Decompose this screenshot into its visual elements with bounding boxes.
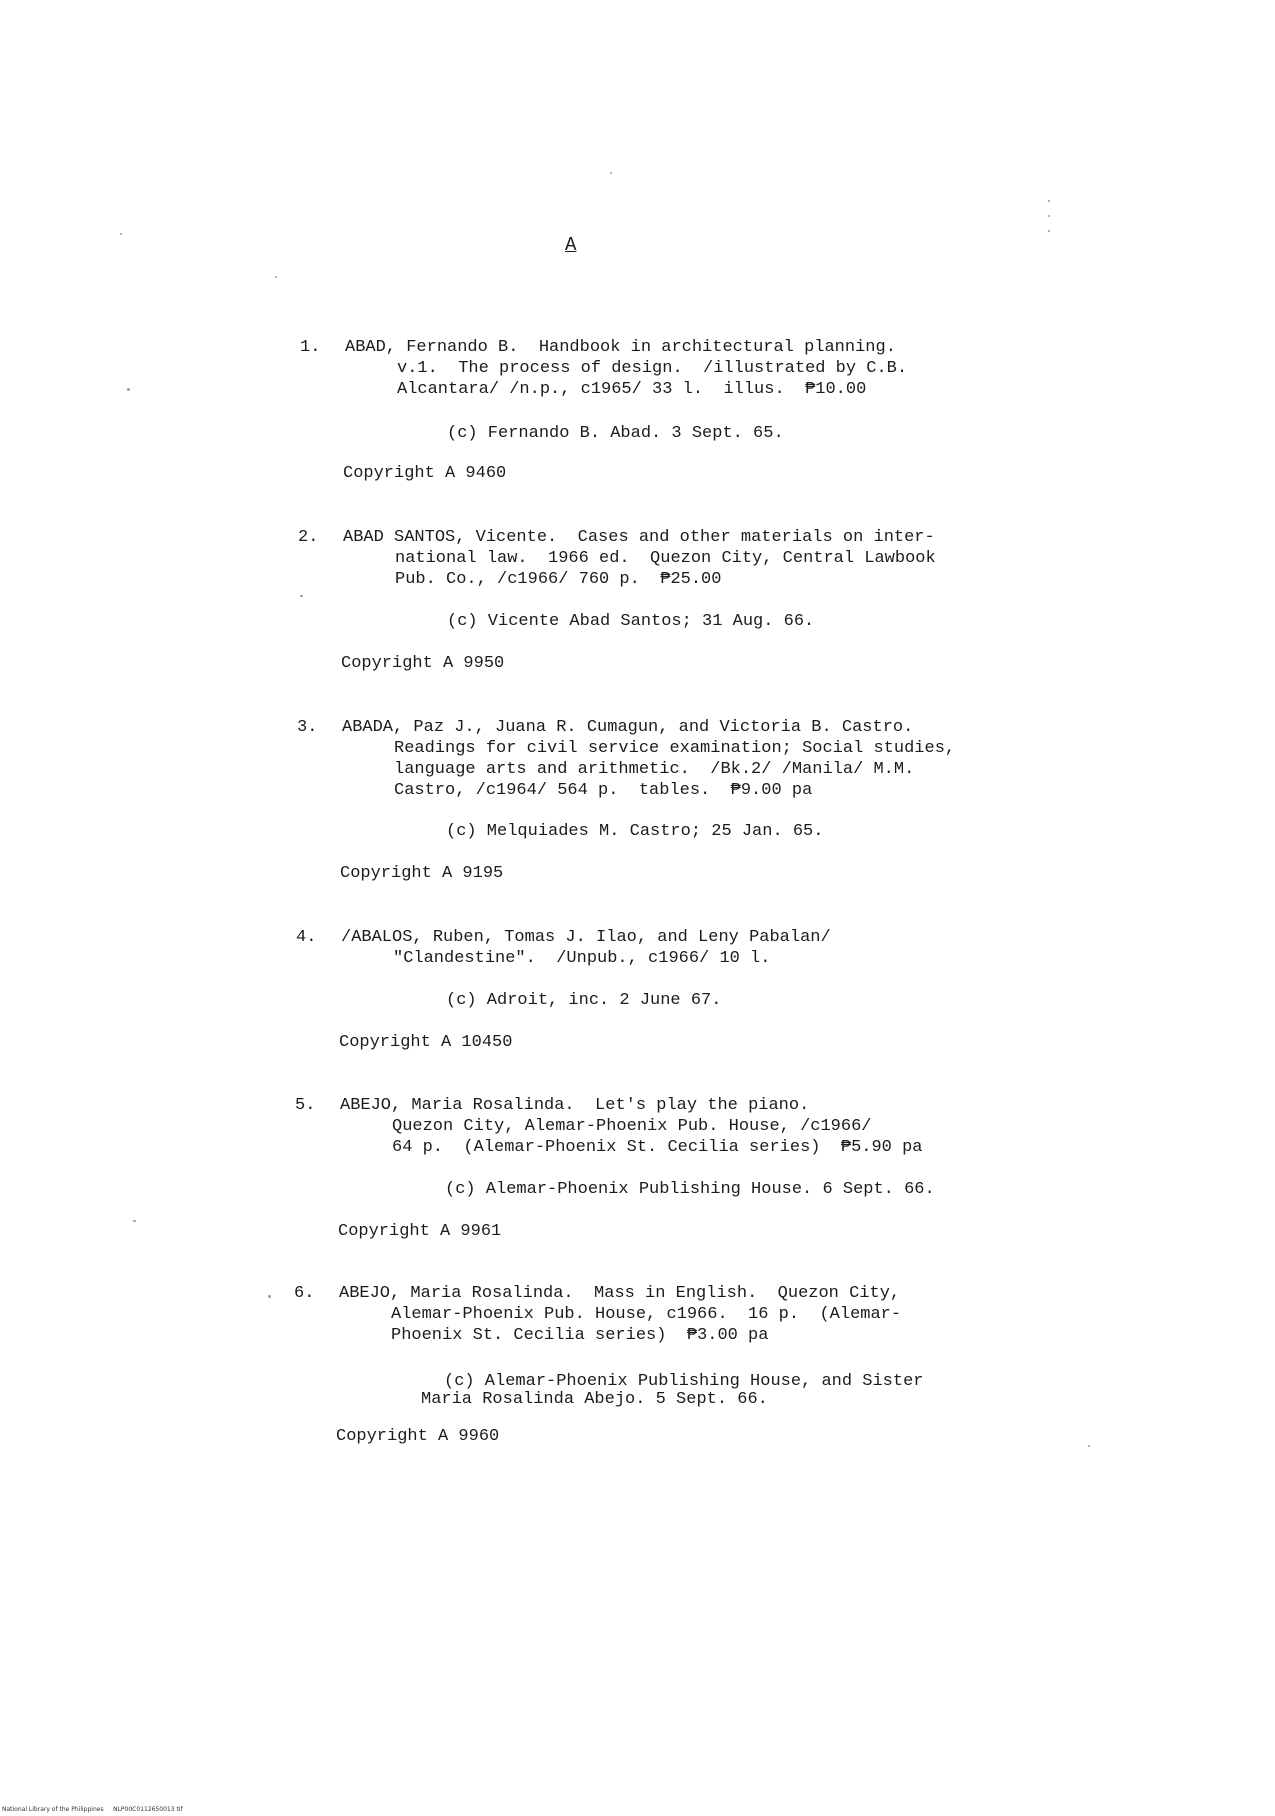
entry-line: v.1. The process of design. /illustrated by C.B. — [397, 359, 908, 378]
entry-line: Castro, /c1964/ 564 p. tables. ₱9.00 pa — [394, 781, 813, 800]
scan-speck — [1048, 215, 1050, 217]
scan-speck — [275, 276, 277, 278]
entry-line: Alemar-Phoenix Pub. House, c1966. 16 p. (Alemar- — [391, 1305, 902, 1324]
entry-description — [345, 337, 907, 400]
entry-description — [342, 717, 955, 801]
entry-line: ABEJO, Maria Rosalinda. Mass in English. Quezon City, — [339, 1284, 901, 1303]
registration-number: Copyright A 9950 — [341, 654, 505, 673]
entry-line: 64 p. (Alemar-Phoenix St. Cecilia series) ₱5.90 pa — [392, 1138, 923, 1157]
scan-speck — [133, 1220, 136, 1222]
entry-line: Alcantara/ /n.p., c1965/ 33 l. illus. ₱10.00 — [397, 380, 867, 399]
registration-number: Copyright A 9195 — [340, 864, 504, 883]
scan-speck — [610, 172, 612, 174]
registration-number: Copyright A 10450 — [339, 1033, 513, 1052]
entry-number: 2. — [298, 528, 319, 547]
entry-line: ABAD SANTOS, Vicente. Cases and other materials on inter- — [343, 528, 935, 547]
scan-speck — [1048, 200, 1050, 202]
registration-number: Copyright A 9460 — [343, 464, 507, 483]
scan-speck — [120, 233, 122, 235]
copyright-claimant: (c) Alemar-Phoenix Publishing House. 6 Sept. 66. — [445, 1180, 935, 1199]
entry-line: Readings for civil service examination; Social studies, — [394, 739, 956, 758]
entry-description — [340, 1095, 923, 1158]
copyright-claimant: (c) Adroit, inc. 2 June 67. — [446, 991, 722, 1010]
entry-line: Pub. Co., /c1966/ 760 p. ₱25.00 — [395, 570, 722, 589]
entry-line: /ABALOS, Ruben, Tomas J. Ilao, and Leny Pabalan/ — [341, 928, 831, 947]
copyright-claimant-continued: Maria Rosalinda Abejo. 5 Sept. 66. — [421, 1390, 768, 1409]
catalog-entry-6 — [294, 1283, 1074, 1453]
scan-speck — [127, 388, 130, 391]
entry-line: Quezon City, Alemar-Phoenix Pub. House, /c1966/ — [392, 1117, 872, 1136]
scan-speck — [1088, 1445, 1090, 1447]
catalog-entry-5 — [295, 1095, 1075, 1245]
registration-number: Copyright A 9961 — [338, 1222, 502, 1241]
section-letter-heading: A — [565, 234, 577, 256]
entry-line: "Clandestine". /Unpub., c1966/ 10 l. — [393, 949, 771, 968]
entry-line: Phoenix St. Cecilia series) ₱3.00 pa — [391, 1326, 769, 1345]
entry-line: ABEJO, Maria Rosalinda. Let's play the piano. — [340, 1096, 810, 1115]
entry-line: ABADA, Paz J., Juana R. Cumagun, and Victoria B. Castro. — [342, 718, 914, 737]
entry-line: national law. 1966 ed. Quezon City, Central Lawbook — [395, 549, 936, 568]
entry-line: language arts and arithmetic. /Bk.2/ /Manila/ M.M. — [394, 760, 915, 779]
copyright-claimant: (c) Alemar-Phoenix Publishing House, and Sister — [444, 1372, 924, 1391]
catalog-entry-4 — [296, 927, 1056, 1057]
catalog-entry-1 — [300, 337, 1060, 487]
copyright-claimant: (c) Melquiades M. Castro; 25 Jan. 65. — [446, 822, 824, 841]
scan-speck — [300, 595, 303, 597]
scan-speck — [268, 1295, 271, 1298]
copyright-claimant: (c) Vicente Abad Santos; 31 Aug. 66. — [447, 612, 815, 631]
entry-description — [339, 1283, 901, 1346]
entry-number: 5. — [295, 1096, 316, 1115]
registration-number: Copyright A 9960 — [336, 1427, 500, 1446]
scan-footer-caption: National Library of the Philippines NLP00C0112650013 tif — [2, 1806, 183, 1813]
catalog-entry-2 — [298, 527, 1058, 677]
entry-number: 4. — [296, 928, 317, 947]
catalog-entry-3 — [297, 717, 1077, 887]
copyright-claimant: (c) Fernando B. Abad. 3 Sept. 65. — [447, 424, 784, 443]
scan-speck — [1048, 230, 1050, 232]
entry-number: 6. — [294, 1284, 315, 1303]
entry-description — [341, 927, 831, 969]
entry-description — [343, 527, 936, 590]
entry-line: ABAD, Fernando B. Handbook in architectural planning. — [345, 338, 896, 357]
entry-number: 3. — [297, 718, 318, 737]
entry-number: 1. — [300, 338, 321, 357]
